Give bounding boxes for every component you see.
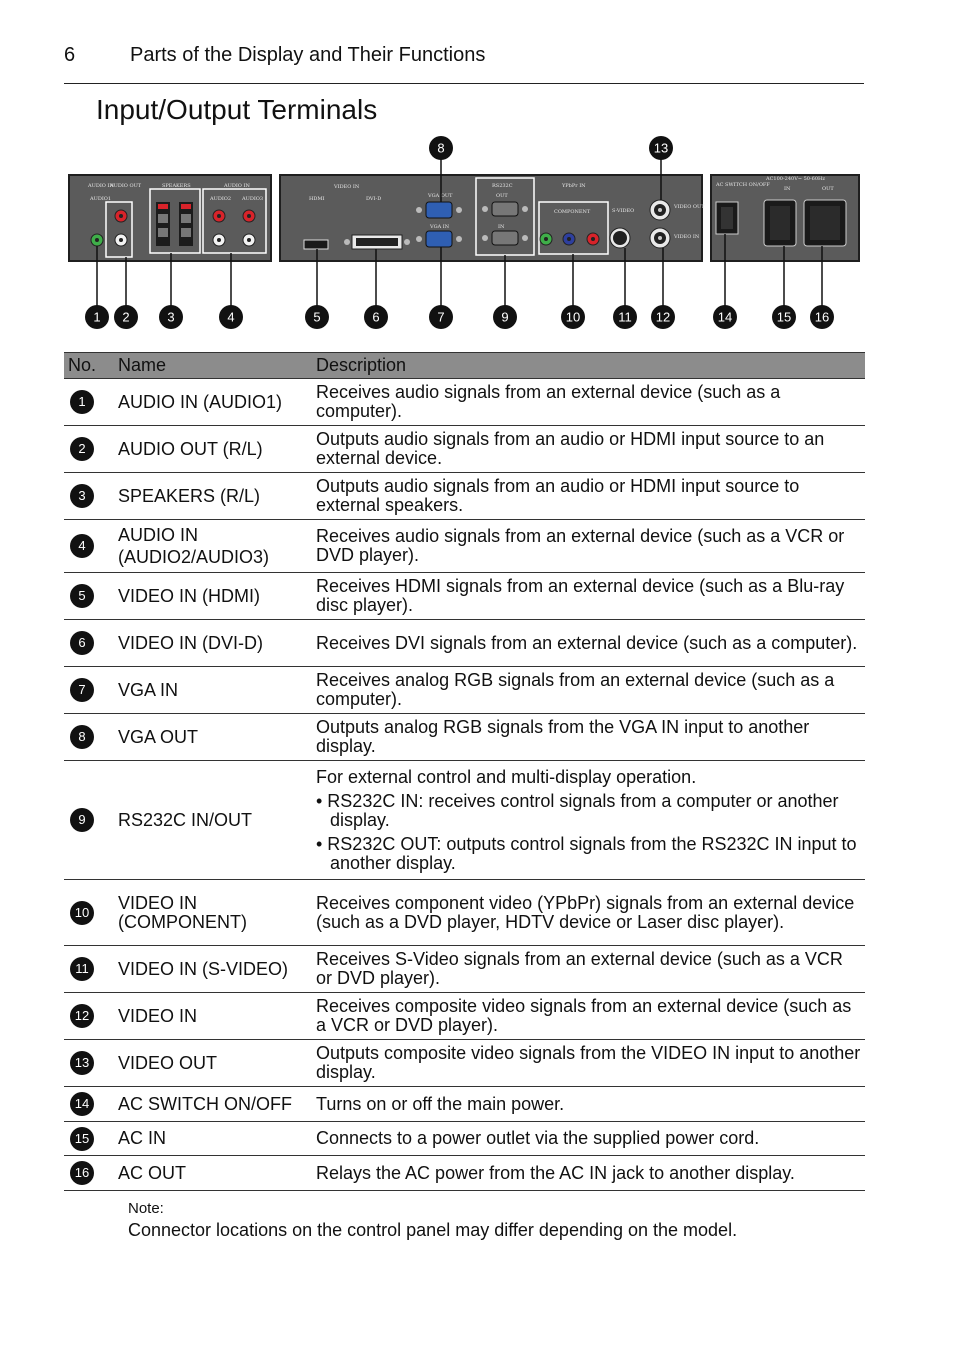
table-row — [64, 880, 865, 946]
rear-panel-svg — [64, 134, 864, 339]
callout-number: 15 — [776, 309, 792, 325]
label-vga-out: VGA OUT — [428, 193, 453, 199]
terminal-name: RS232C IN/OUT — [114, 761, 312, 880]
callout-number: 13 — [653, 140, 669, 156]
row-number-badge: 7 — [70, 678, 94, 702]
table-row — [64, 379, 865, 426]
label-vga-in: VGA IN — [430, 224, 450, 230]
row-number-cell — [64, 1156, 114, 1191]
table-row — [64, 1087, 865, 1122]
terminal-name: VIDEO IN (COMPONENT) — [114, 880, 312, 946]
row-number-badge: 4 — [70, 534, 94, 558]
row-number-cell — [64, 946, 114, 993]
label-ac-in: IN — [784, 186, 791, 192]
note-label: Note: — [128, 1200, 164, 1217]
terminal-name: AC IN — [114, 1122, 312, 1156]
label-ypbpr-in: YPbPr IN — [562, 183, 586, 189]
terminal-description: Turns on or off the main power. — [312, 1087, 865, 1122]
terminal-description: Outputs composite video signals from the VIDEO IN input to another display. — [312, 1040, 865, 1087]
label-audio2: AUDIO2 — [210, 196, 232, 202]
terminal-name: AC SWITCH ON/OFF — [114, 1087, 312, 1122]
terminal-description: Outputs analog RGB signals from the VGA IN input to another display. — [312, 714, 865, 761]
row-number-badge: 9 — [70, 808, 94, 832]
row-number-badge: 2 — [70, 437, 94, 461]
label-audio-in-2: AUDIO IN — [224, 183, 250, 189]
row-number-cell — [64, 667, 114, 714]
row-number-cell — [64, 1122, 114, 1156]
terminal-description: Receives audio signals from an external device (such as a VCR or DVD player). — [312, 520, 865, 573]
label-audio3: AUDIO3 — [242, 196, 264, 202]
row-number-badge: 11 — [70, 957, 94, 981]
table-row — [64, 946, 865, 993]
callout-number: 16 — [814, 309, 830, 325]
callout-number: 11 — [618, 309, 632, 325]
row-number-badge: 8 — [70, 725, 94, 749]
row-number-badge: 13 — [70, 1051, 94, 1075]
label-speakers: SPEAKERS — [162, 183, 191, 189]
label-ac-rating: AC100-240V~ 50-60Hz — [766, 176, 826, 182]
row-number-badge: 10 — [70, 901, 94, 925]
terminal-description: Connects to a power outlet via the supplied power cord. — [312, 1122, 865, 1156]
terminal-description: Relays the AC power from the AC IN jack to another display. — [312, 1156, 865, 1191]
row-number-badge: 12 — [70, 1004, 94, 1028]
table-row — [64, 993, 865, 1040]
chapter-title: Parts of the Display and Their Functions — [130, 44, 486, 66]
callout-number: 5 — [313, 309, 321, 325]
table-row — [64, 520, 865, 573]
label-s-video: S-VIDEO — [612, 208, 635, 214]
row-number-badge: 14 — [70, 1092, 94, 1116]
row-number-badge: 15 — [70, 1127, 94, 1151]
description-bullet: • RS232C IN: receives control signals from a computer or another display. — [316, 790, 839, 830]
row-number-badge: 6 — [70, 631, 94, 655]
table-row — [64, 1156, 865, 1191]
terminal-description: Receives component video (YPbPr) signals from an external device (such as a DVD player, HDTV device or Laser disc player). — [312, 880, 865, 946]
label-video-in-small: VIDEO IN — [674, 234, 700, 240]
terminal-description: Receives DVI signals from an external device (such as a computer). — [312, 620, 865, 667]
label-audio1: AUDIO1 — [90, 196, 112, 202]
callout-number: 8 — [437, 140, 445, 156]
rear-panel-diagram — [64, 134, 864, 339]
terminal-name: VIDEO IN (S-VIDEO) — [114, 946, 312, 993]
table-row — [64, 761, 865, 880]
terminal-name: VIDEO IN — [114, 993, 312, 1040]
callout-number: 14 — [717, 309, 733, 325]
terminal-name: VIDEO IN (HDMI) — [114, 573, 312, 620]
callout-number: 10 — [565, 309, 581, 325]
terminal-description: Outputs audio signals from an audio or HDMI input source to external speakers. — [312, 473, 865, 520]
callout-number: 3 — [167, 309, 175, 325]
row-number-cell — [64, 761, 114, 880]
row-number-cell — [64, 473, 114, 520]
header-name: Name — [114, 353, 312, 379]
table-row — [64, 1040, 865, 1087]
row-number-cell — [64, 714, 114, 761]
description-intro: For external control and multi-display operation. — [316, 766, 697, 787]
row-number-cell — [64, 1040, 114, 1087]
table-header-row — [64, 353, 865, 379]
terminal-description: Receives S-Video signals from an external device (such as a VCR or DVD player). — [312, 946, 865, 993]
label-rs-out: OUT — [496, 193, 508, 199]
row-number-badge: 5 — [70, 584, 94, 608]
terminal-name: VIDEO OUT — [114, 1040, 312, 1087]
terminal-description: Receives composite video signals from an external device (such as a VCR or DVD player). — [312, 993, 865, 1040]
callout-number: 6 — [372, 309, 380, 325]
description-bullet: • RS232C OUT: outputs control signals from the RS232C IN input to another display. — [316, 833, 857, 873]
row-number-cell — [64, 993, 114, 1040]
table-row — [64, 620, 865, 667]
row-number-badge: 16 — [70, 1161, 94, 1185]
label-rs232c: RS232C — [492, 183, 513, 189]
callout-number: 2 — [122, 309, 130, 325]
row-number-cell — [64, 1087, 114, 1122]
callout-number: 7 — [437, 309, 445, 325]
terminal-name: SPEAKERS (R/L) — [114, 473, 312, 520]
terminal-description: Outputs audio signals from an audio or HDMI input source to an external device. — [312, 426, 865, 473]
label-rs-in: IN — [498, 224, 505, 230]
header-no: No. — [64, 353, 114, 379]
callout-number: 1 — [93, 309, 101, 325]
note-text: Connector locations on the control panel may differ depending on the model. — [128, 1220, 738, 1240]
row-number-cell — [64, 573, 114, 620]
label-dvi-d: DVI-D — [366, 196, 382, 202]
terminal-description — [312, 761, 865, 880]
row-number-cell — [64, 620, 114, 667]
terminal-description: Receives HDMI signals from an external device (such as a Blu-ray disc player). — [312, 573, 865, 620]
terminal-name: AUDIO IN (AUDIO1) — [114, 379, 312, 426]
table-row — [64, 714, 865, 761]
terminal-name: AUDIO IN (AUDIO2/AUDIO3) — [114, 520, 312, 573]
terminal-name: AUDIO OUT (R/L) — [114, 426, 312, 473]
label-hdmi: HDMI — [309, 196, 325, 202]
table-row — [64, 573, 865, 620]
label-ac-switch: AC SWITCH ON/OFF — [716, 182, 770, 188]
label-audio-out: AUDIO OUT — [110, 183, 142, 189]
section-title: Input/Output Terminals — [96, 94, 378, 125]
callout-number: 12 — [655, 309, 671, 325]
row-number-badge: 3 — [70, 484, 94, 508]
label-video-out: VIDEO OUT — [674, 204, 705, 210]
header-description: Description — [312, 353, 865, 379]
callout-number: 9 — [501, 309, 509, 325]
terminal-description: Receives analog RGB signals from an external device (such as a computer). — [312, 667, 865, 714]
label-video-in: VIDEO IN — [334, 184, 360, 190]
page-number: 6 — [64, 44, 76, 66]
terminal-name: VGA IN — [114, 667, 312, 714]
row-number-cell — [64, 880, 114, 946]
header-rule — [64, 83, 864, 84]
terminal-description: Receives audio signals from an external device (such as a computer). — [312, 379, 865, 426]
row-number-cell — [64, 379, 114, 426]
table-row — [64, 473, 865, 520]
row-number-cell — [64, 426, 114, 473]
terminal-name: VIDEO IN (DVI-D) — [114, 620, 312, 667]
row-number-badge: 1 — [70, 390, 94, 414]
row-number-cell — [64, 520, 114, 573]
callout-number: 4 — [227, 309, 235, 325]
terminal-name: AC OUT — [114, 1156, 312, 1191]
table-row — [64, 667, 865, 714]
table-row — [64, 1122, 865, 1156]
label-component: COMPONENT — [554, 209, 591, 215]
label-audio-in: AUDIO IN — [88, 183, 114, 189]
label-ac-out: OUT — [822, 186, 834, 192]
table-row — [64, 426, 865, 473]
terminals-table — [64, 352, 865, 1191]
terminal-name: VGA OUT — [114, 714, 312, 761]
